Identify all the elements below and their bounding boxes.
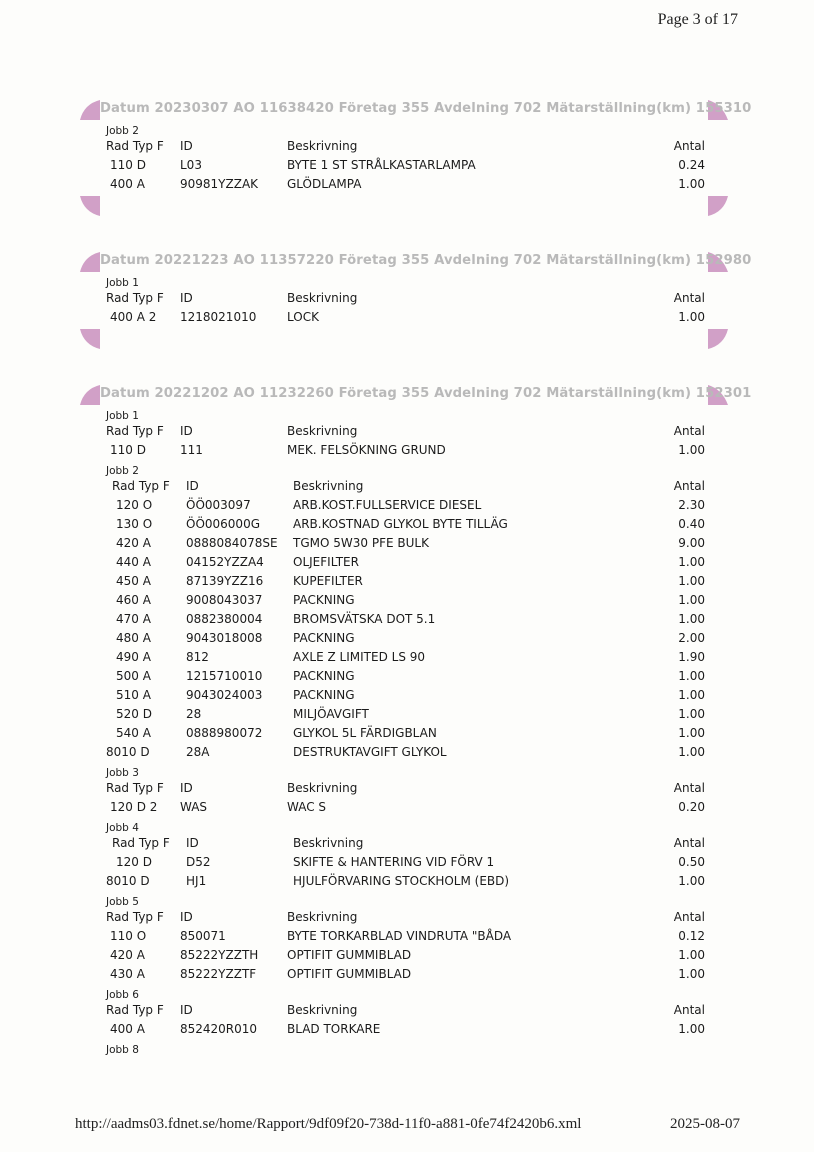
record-header: Datum 20221223 AO 11357220 Företag 355 Avdelning 702 Mätarställning(km) 152980 — [100, 253, 752, 268]
row-rad-typ: 420 A — [116, 536, 151, 550]
job-label: Jobb 5 — [106, 896, 139, 908]
row-antal: 1.00 — [678, 874, 705, 888]
row-id: 111 — [180, 443, 203, 457]
row-id: 9043024003 — [186, 688, 263, 702]
row-description: SKIFTE & HANTERING VID FÖRV 1 — [293, 855, 495, 869]
row-description: MILJÖAVGIFT — [293, 707, 369, 721]
job-label: Jobb 4 — [106, 822, 139, 834]
row-id: 1218021010 — [180, 310, 257, 324]
row-rad-typ: 120 D — [116, 855, 152, 869]
job-label: Jobb 3 — [106, 767, 139, 779]
record-header: Datum 20230307 AO 11638420 Företag 355 Avdelning 702 Mätarställning(km) 155310 — [100, 101, 752, 116]
row-description: BROMSVÄTSKA DOT 5.1 — [293, 612, 436, 626]
column-header-antal: Antal — [673, 291, 705, 305]
row-description: BLAD TORKARE — [287, 1022, 381, 1036]
corner-mark-bottom-left — [80, 329, 100, 349]
row-id: 9008043037 — [186, 593, 263, 607]
row-antal: 0.40 — [678, 517, 705, 531]
row-antal: 2.30 — [678, 498, 705, 512]
row-description: PACKNING — [293, 593, 355, 607]
row-description: PACKNING — [293, 669, 355, 683]
row-rad-typ: 120 O — [116, 498, 153, 512]
record-header: Datum 20221202 AO 11232260 Företag 355 Avdelning 702 Mätarställning(km) 152301 — [100, 386, 752, 401]
column-header-rad-typ-f: Rad Typ F — [106, 424, 164, 438]
row-description: OLJEFILTER — [293, 555, 359, 569]
row-antal: 0.12 — [678, 929, 705, 943]
column-header-beskrivning: Beskrivning — [293, 836, 364, 850]
row-antal: 1.00 — [678, 745, 705, 759]
row-id: 850071 — [180, 929, 226, 943]
row-rad-typ: 110 D — [110, 443, 146, 457]
row-rad-typ: 490 A — [116, 650, 151, 664]
row-description: DESTRUKTAVGIFT GLYKOL — [293, 745, 447, 759]
row-id: 90981YZZAK — [180, 177, 259, 191]
column-header-beskrivning: Beskrivning — [293, 479, 364, 493]
column-header-rad-typ-f: Rad Typ F — [106, 1003, 164, 1017]
column-header-beskrivning: Beskrivning — [287, 781, 358, 795]
row-description: WAC S — [287, 800, 327, 814]
row-id: HJ1 — [186, 874, 207, 888]
column-header-id: ID — [180, 781, 193, 795]
row-rad-typ: 500 A — [116, 669, 151, 683]
column-header-antal: Antal — [673, 910, 705, 924]
row-description: PACKNING — [293, 688, 355, 702]
column-header-rad-typ-f: Rad Typ F — [106, 139, 164, 153]
column-header-antal: Antal — [673, 1003, 705, 1017]
row-description: ARB.KOST.FULLSERVICE DIESEL — [293, 498, 482, 512]
job-label: Jobb 6 — [106, 989, 139, 1001]
row-rad-typ: 430 A — [110, 967, 145, 981]
row-rad-typ: 520 D — [116, 707, 152, 721]
row-description: ARB.KOSTNAD GLYKOL BYTE TILLÄG — [293, 517, 508, 531]
row-antal: 1.00 — [678, 1022, 705, 1036]
column-header-beskrivning: Beskrivning — [287, 291, 358, 305]
row-description: PACKNING — [293, 631, 355, 645]
job-label: Jobb 1 — [106, 277, 139, 289]
job-label: Jobb 1 — [106, 410, 139, 422]
row-antal: 1.00 — [678, 669, 705, 683]
row-id: 0888980072 — [186, 726, 263, 740]
row-description: TGMO 5W30 PFE BULK — [293, 536, 429, 550]
row-antal: 1.00 — [678, 726, 705, 740]
row-antal: 1.00 — [678, 443, 705, 457]
column-header-rad-typ-f: Rad Typ F — [112, 479, 170, 493]
row-id: 852420R010 — [180, 1022, 258, 1036]
column-header-beskrivning: Beskrivning — [287, 910, 358, 924]
column-header-antal: Antal — [673, 836, 705, 850]
row-id: 9043018008 — [186, 631, 263, 645]
row-id: ÖÖ003097 — [186, 498, 251, 512]
row-description: GLYKOL 5L FÄRDIGBLAN — [293, 726, 437, 740]
row-description: GLÖDLAMPA — [287, 177, 362, 191]
row-id: 812 — [186, 650, 209, 664]
column-header-id: ID — [180, 291, 193, 305]
row-id: 0888084078SE — [186, 536, 278, 550]
row-antal: 0.24 — [678, 158, 705, 172]
row-id: WAS — [180, 800, 208, 814]
row-antal: 1.00 — [678, 310, 705, 324]
row-description: MEK. FELSÖKNING GRUND — [287, 443, 446, 457]
row-id: 1215710010 — [186, 669, 263, 683]
column-header-id: ID — [180, 910, 193, 924]
column-header-beskrivning: Beskrivning — [287, 139, 358, 153]
row-rad-typ: 480 A — [116, 631, 151, 645]
row-antal: 1.00 — [678, 555, 705, 569]
column-header-antal: Antal — [673, 424, 705, 438]
row-description: OPTIFIT GUMMIBLAD — [287, 948, 412, 962]
corner-mark-top-left — [80, 252, 100, 272]
column-header-rad-typ-f: Rad Typ F — [106, 781, 164, 795]
row-antal: 1.00 — [678, 593, 705, 607]
row-id: ÖÖ006000G — [186, 517, 260, 531]
row-description: HJULFÖRVARING STOCKHOLM (EBD) — [293, 874, 510, 888]
footer-url: http://aadms03.fdnet.se/home/Rapport/9df09f20-738d-11f0-a881-0fe74f2420b6.xml — [75, 1116, 582, 1132]
page-number: Page 3 of 17 — [657, 11, 738, 28]
row-id: D52 — [186, 855, 211, 869]
row-rad-typ: 420 A — [110, 948, 145, 962]
row-rad-typ: 110 D — [110, 158, 146, 172]
corner-mark-top-left — [80, 385, 100, 405]
row-rad-typ: 400 A 2 — [110, 310, 157, 324]
row-description: BYTE TORKARBLAD VINDRUTA "BÅDA — [287, 929, 512, 943]
row-id: 85222YZZTF — [180, 967, 257, 981]
column-header-id: ID — [180, 424, 193, 438]
row-antal: 1.00 — [678, 177, 705, 191]
row-antal: 1.00 — [678, 967, 705, 981]
row-id: 0882380004 — [186, 612, 263, 626]
row-antal: 1.00 — [678, 688, 705, 702]
row-id: 87139YZZ16 — [186, 574, 264, 588]
row-rad-typ: 540 A — [116, 726, 151, 740]
row-rad-typ: 120 D 2 — [110, 800, 158, 814]
column-header-antal: Antal — [673, 479, 705, 493]
row-antal: 9.00 — [678, 536, 705, 550]
row-antal: 2.00 — [678, 631, 705, 645]
row-rad-typ: 8010 D — [106, 874, 150, 888]
column-header-beskrivning: Beskrivning — [287, 424, 358, 438]
row-rad-typ: 450 A — [116, 574, 151, 588]
row-description: LOCK — [287, 310, 319, 324]
column-header-rad-typ-f: Rad Typ F — [106, 291, 164, 305]
row-antal: 1.90 — [678, 650, 705, 664]
column-header-rad-typ-f: Rad Typ F — [112, 836, 170, 850]
corner-mark-bottom-left — [80, 196, 100, 216]
row-antal: 1.00 — [678, 612, 705, 626]
corner-mark-bottom-right — [708, 329, 728, 349]
column-header-beskrivning: Beskrivning — [287, 1003, 358, 1017]
column-header-antal: Antal — [673, 139, 705, 153]
row-id: 28 — [186, 707, 202, 721]
row-description: AXLE Z LIMITED LS 90 — [293, 650, 426, 664]
row-rad-typ: 400 A — [110, 177, 145, 191]
footer-date: 2025-08-07 — [670, 1116, 740, 1132]
job-label: Jobb 2 — [106, 465, 139, 477]
row-antal: 1.00 — [678, 948, 705, 962]
column-header-id: ID — [180, 139, 193, 153]
row-antal: 1.00 — [678, 707, 705, 721]
row-id: 04152YZZA4 — [186, 555, 264, 569]
column-header-rad-typ-f: Rad Typ F — [106, 910, 164, 924]
column-header-id: ID — [180, 1003, 193, 1017]
row-description: OPTIFIT GUMMIBLAD — [287, 967, 412, 981]
column-header-id: ID — [186, 836, 199, 850]
row-id: 85222YZZTH — [180, 948, 259, 962]
column-header-id: ID — [186, 479, 199, 493]
row-description: BYTE 1 ST STRÅLKASTARLAMPA — [287, 158, 476, 172]
job-label: Jobb 2 — [106, 125, 139, 137]
job-label: Jobb 8 — [106, 1044, 139, 1056]
row-id: 28A — [186, 745, 210, 759]
row-rad-typ: 8010 D — [106, 745, 150, 759]
row-rad-typ: 440 A — [116, 555, 151, 569]
row-antal: 0.20 — [678, 800, 705, 814]
column-header-antal: Antal — [673, 781, 705, 795]
row-rad-typ: 510 A — [116, 688, 151, 702]
row-description: KUPEFILTER — [293, 574, 363, 588]
row-rad-typ: 130 O — [116, 517, 153, 531]
row-rad-typ: 460 A — [116, 593, 151, 607]
row-id: L03 — [180, 158, 202, 172]
corner-mark-bottom-right — [708, 196, 728, 216]
row-rad-typ: 470 A — [116, 612, 151, 626]
corner-mark-top-left — [80, 100, 100, 120]
row-rad-typ: 400 A — [110, 1022, 145, 1036]
row-antal: 1.00 — [678, 574, 705, 588]
row-antal: 0.50 — [678, 855, 705, 869]
row-rad-typ: 110 O — [110, 929, 147, 943]
